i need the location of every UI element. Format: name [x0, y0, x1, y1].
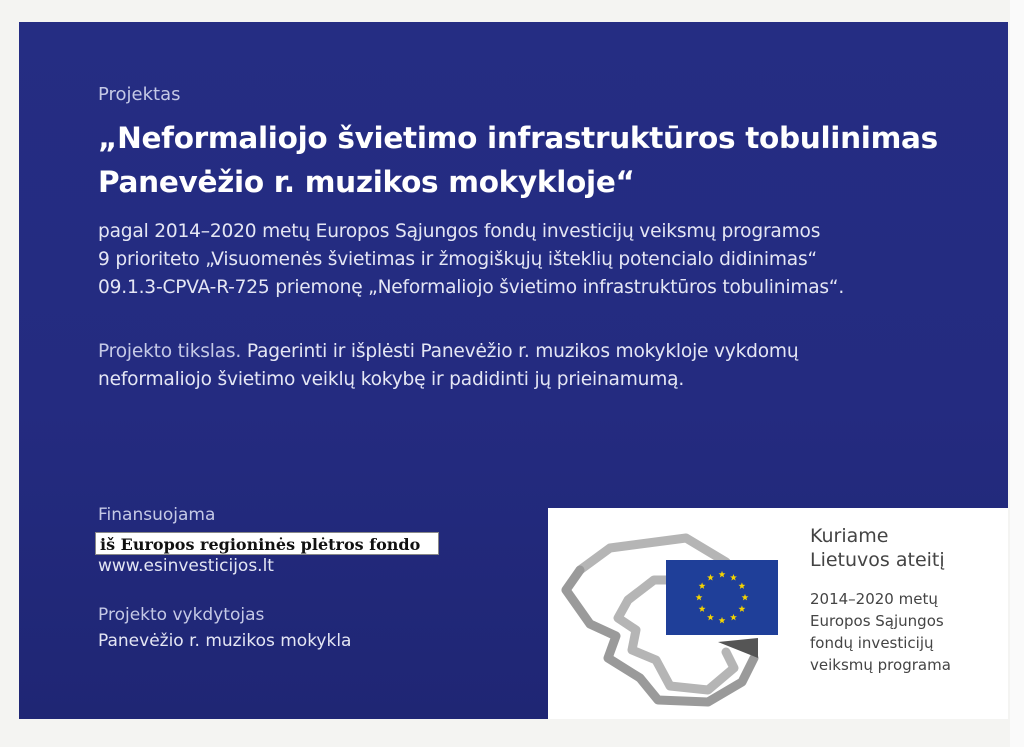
program-line-1: pagal 2014–2020 metų Europos Sąjungos fondų investicijų veiksmų programos [98, 221, 821, 242]
title-line-1: „Neformaliojo švietimo infrastruktūros tobulinimas [98, 121, 938, 155]
logo-sub-line-3: fondų investicijų [810, 634, 934, 652]
scan-edge [1010, 0, 1024, 747]
logo-sub-line-1: 2014–2020 metų [810, 590, 938, 608]
project-label: Projektas [98, 84, 181, 105]
logo-heading [810, 524, 945, 572]
project-title [98, 116, 938, 204]
executor-name: Panevėžio r. muzikos mokykla [98, 631, 352, 651]
goal-lead: Projekto tikslas. [98, 341, 242, 362]
funded-label: Finansuojama [98, 505, 216, 525]
fund-name-sticker: iš Europos regioninės plėtros fondo [95, 532, 439, 555]
logo-subtitle [810, 588, 951, 676]
website-text: www.esinvesticijos.lt [98, 556, 274, 576]
eu-flag-icon [666, 560, 778, 635]
program-line-2: 9 prioriteto „Visuomenės švietimas ir žmogiškųjų išteklių potencialo didinimas“ [98, 249, 817, 270]
title-line-2: Panevėžio r. muzikos mokykloje“ [98, 165, 635, 199]
es-investment-logo-panel [548, 508, 1008, 719]
executor-label: Projekto vykdytojas [98, 605, 265, 625]
goal-line-1-text: Pagerinti ir išplėsti Panevėžio r. muzikos mokykloje vykdomų [241, 341, 799, 362]
goal-line-2: neformaliojo švietimo veiklų kokybę ir padidinti jų prieinamumą. [98, 369, 685, 390]
program-description [98, 218, 844, 302]
logo-heading-line-1: Kuriame [810, 525, 889, 547]
logo-sub-line-4: veiksmų programa [810, 656, 951, 674]
logo-sub-line-2: Europos Sąjungos [810, 612, 944, 630]
program-line-3: 09.1.3-CPVA-R-725 priemonę „Neformaliojo švietimo infrastruktūros tobulinimas“. [98, 277, 845, 298]
project-goal [98, 338, 798, 394]
goal-line-1 [98, 338, 798, 366]
logo-heading-line-2: Lietuvos ateitį [810, 549, 945, 571]
